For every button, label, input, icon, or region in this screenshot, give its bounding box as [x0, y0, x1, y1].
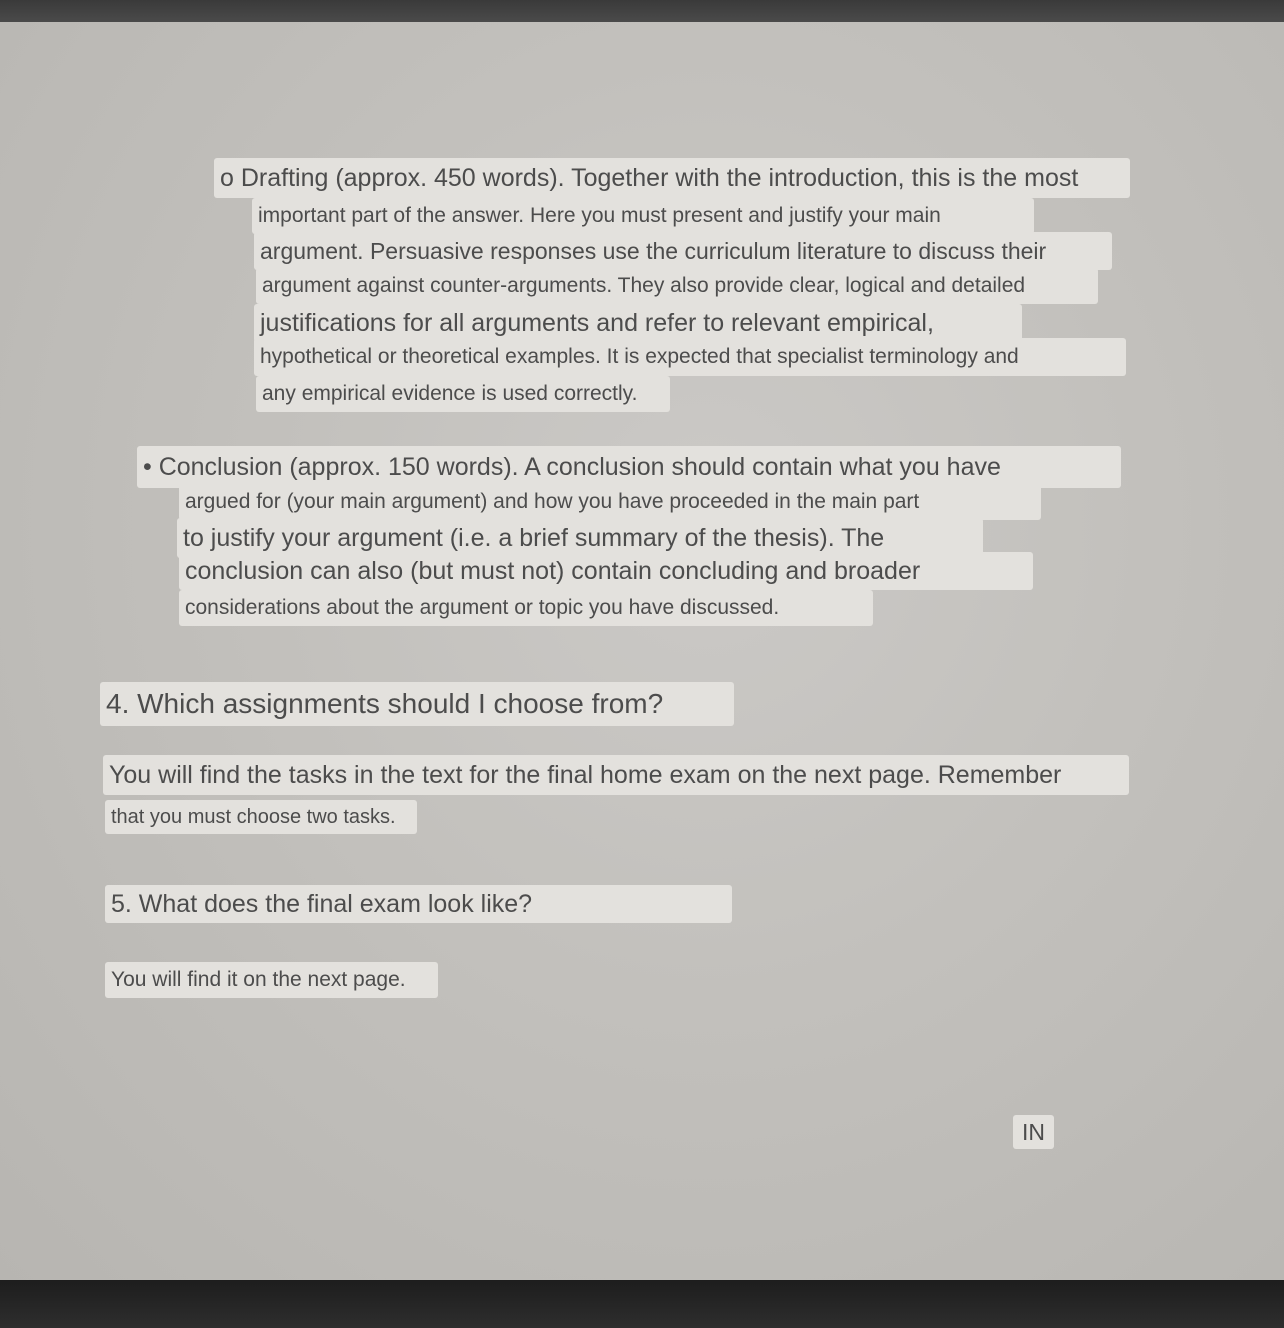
section-5-text: You will find it on the next page. — [105, 962, 438, 998]
conclusion-line-4: conclusion can also (but must not) contain concluding and broader — [179, 552, 1033, 590]
conclusion-line-1: • Conclusion (approx. 150 words). A conclusion should contain what you have — [137, 446, 1121, 488]
drafting-line-4: argument against counter-arguments. They also provide clear, logical and detailed — [256, 268, 1098, 304]
section-4-heading: 4. Which assignments should I choose from? — [100, 682, 734, 726]
drafting-line-6: hypothetical or theoretical examples. It is expected that specialist terminology and — [254, 338, 1126, 376]
corner-label: IN — [1013, 1115, 1054, 1149]
conclusion-line-5: considerations about the argument or topic you have discussed. — [179, 590, 873, 626]
document-screen — [0, 22, 1284, 1280]
monitor-bottom-bezel — [0, 1280, 1284, 1328]
drafting-line-1: o Drafting (approx. 450 words). Together with the introduction, this is the most — [214, 158, 1130, 198]
drafting-line-2: important part of the answer. Here you must present and justify your main — [252, 198, 1034, 234]
section-5-heading: 5. What does the final exam look like? — [105, 885, 732, 923]
drafting-line-5: justifications for all arguments and refer to relevant empirical, — [254, 304, 1022, 342]
drafting-line-7: any empirical evidence is used correctly. — [256, 376, 670, 412]
monitor-top-bezel — [0, 0, 1284, 22]
conclusion-line-3: to justify your argument (i.e. a brief summary of the thesis). The — [177, 518, 983, 558]
section-4-line-1: You will find the tasks in the text for the final home exam on the next page. Remember — [103, 755, 1129, 795]
conclusion-line-2: argued for (your main argument) and how you have proceeded in the main part — [179, 484, 1041, 520]
drafting-line-3: argument. Persuasive responses use the curriculum literature to discuss their — [254, 232, 1112, 270]
section-4-line-2: that you must choose two tasks. — [105, 800, 417, 834]
